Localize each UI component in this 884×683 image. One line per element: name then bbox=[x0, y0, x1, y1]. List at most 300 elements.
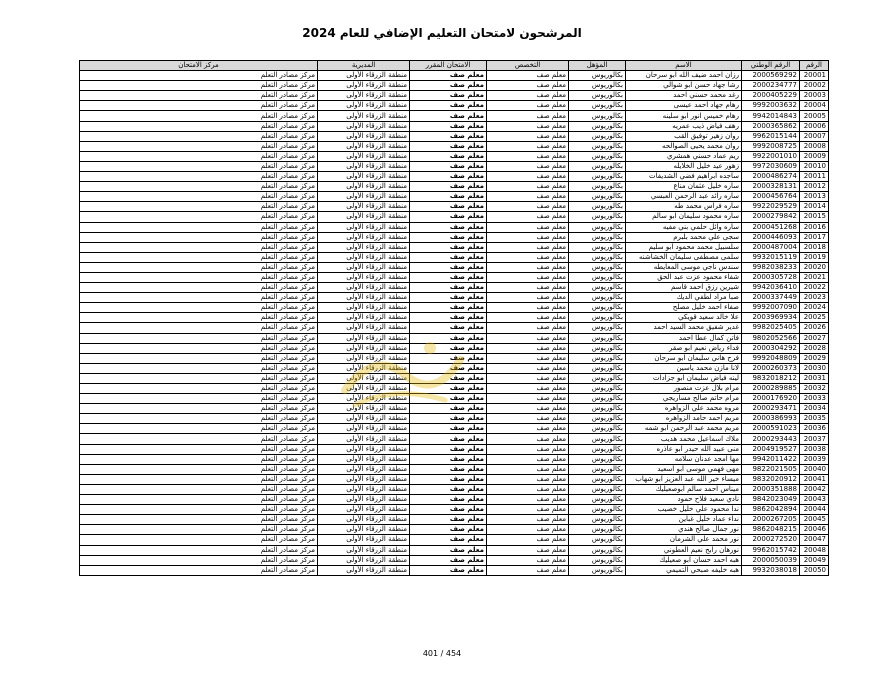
table-row bbox=[80, 283, 829, 293]
cell-national-id: 2000486274 bbox=[742, 172, 800, 182]
cell-national-id: 9942036410 bbox=[742, 283, 800, 293]
cell-national-id: 2000591023 bbox=[742, 424, 800, 434]
cell-exam: معلم صف bbox=[410, 525, 487, 535]
cell-no: 20038 bbox=[800, 444, 829, 454]
cell-national-id: 2000293443 bbox=[742, 434, 800, 444]
cell-name: مريم محمد عبد الرحمن ابو شمه bbox=[626, 424, 742, 434]
table-row bbox=[80, 545, 829, 555]
cell-directorate: منطقة الزرقاء الأولى bbox=[318, 212, 410, 222]
cell-national-id: 9972030609 bbox=[742, 161, 800, 171]
cell-exam-center: مركز مصادر التعلم bbox=[80, 515, 318, 525]
cell-specialization: معلم صف bbox=[487, 444, 569, 454]
cell-no: 20010 bbox=[800, 161, 829, 171]
cell-directorate: منطقة الزرقاء الأولى bbox=[318, 242, 410, 252]
table-row bbox=[80, 303, 829, 313]
cell-qualification: بكالوريوس bbox=[569, 565, 626, 575]
cell-national-id: 9992048809 bbox=[742, 353, 800, 363]
cell-name: فرح هاني سليمان ابو سرحان bbox=[626, 353, 742, 363]
table-row bbox=[80, 353, 829, 363]
cell-exam: معلم صف bbox=[410, 535, 487, 545]
cell-specialization: معلم صف bbox=[487, 484, 569, 494]
cell-qualification: بكالوريوس bbox=[569, 505, 626, 515]
cell-no: 20017 bbox=[800, 232, 829, 242]
cell-national-id: 9992007090 bbox=[742, 303, 800, 313]
cell-qualification: بكالوريوس bbox=[569, 101, 626, 111]
cell-directorate: منطقة الزرقاء الأولى bbox=[318, 303, 410, 313]
table-row bbox=[80, 505, 829, 515]
header-exam: الامتحان المقرر bbox=[410, 61, 487, 71]
table-row bbox=[80, 434, 829, 444]
cell-qualification: بكالوريوس bbox=[569, 484, 626, 494]
cell-specialization: معلم صف bbox=[487, 131, 569, 141]
cell-qualification: بكالوريوس bbox=[569, 283, 626, 293]
table-row bbox=[80, 484, 829, 494]
cell-no: 20001 bbox=[800, 71, 829, 81]
header-national-id: الرقم الوطني bbox=[742, 61, 800, 71]
cell-qualification: بكالوريوس bbox=[569, 515, 626, 525]
cell-specialization: معلم صف bbox=[487, 202, 569, 212]
cell-exam-center: مركز مصادر التعلم bbox=[80, 555, 318, 565]
cell-specialization: معلم صف bbox=[487, 464, 569, 474]
cell-exam-center: مركز مصادر التعلم bbox=[80, 81, 318, 91]
cell-exam: معلم صف bbox=[410, 434, 487, 444]
cell-exam: معلم صف bbox=[410, 101, 487, 111]
cell-specialization: معلم صف bbox=[487, 525, 569, 535]
cell-qualification: بكالوريوس bbox=[569, 141, 626, 151]
cell-qualification: بكالوريوس bbox=[569, 81, 626, 91]
cell-directorate: منطقة الزرقاء الأولى bbox=[318, 555, 410, 565]
cell-national-id: 2000446093 bbox=[742, 232, 800, 242]
cell-exam: معلم صف bbox=[410, 222, 487, 232]
cell-qualification: بكالوريوس bbox=[569, 363, 626, 373]
cell-exam: معلم صف bbox=[410, 91, 487, 101]
cell-national-id: 2000451268 bbox=[742, 222, 800, 232]
cell-directorate: منطقة الزرقاء الأولى bbox=[318, 283, 410, 293]
table-header-row bbox=[80, 61, 829, 71]
cell-name: مروه محمد علي الزواهره bbox=[626, 404, 742, 414]
cell-name: سندس ناجي موسى المعايطه bbox=[626, 262, 742, 272]
cell-exam-center: مركز مصادر التعلم bbox=[80, 343, 318, 353]
cell-specialization: معلم صف bbox=[487, 71, 569, 81]
cell-name: شفاء محمود عزت عبد الحق bbox=[626, 272, 742, 282]
cell-exam: معلم صف bbox=[410, 232, 487, 242]
cell-exam: معلم صف bbox=[410, 151, 487, 161]
cell-exam: معلم صف bbox=[410, 464, 487, 474]
cell-name: نداء عماد خليل غباين bbox=[626, 515, 742, 525]
cell-directorate: منطقة الزرقاء الأولى bbox=[318, 444, 410, 454]
cell-exam: معلم صف bbox=[410, 454, 487, 464]
cell-exam: معلم صف bbox=[410, 444, 487, 454]
cell-qualification: بكالوريوس bbox=[569, 343, 626, 353]
cell-exam-center: مركز مصادر التعلم bbox=[80, 353, 318, 363]
cell-no: 20006 bbox=[800, 121, 829, 131]
cell-exam: معلم صف bbox=[410, 515, 487, 525]
cell-exam-center: مركز مصادر التعلم bbox=[80, 464, 318, 474]
cell-directorate: منطقة الزرقاء الأولى bbox=[318, 333, 410, 343]
cell-specialization: معلم صف bbox=[487, 293, 569, 303]
cell-specialization: معلم صف bbox=[487, 384, 569, 394]
cell-no: 20031 bbox=[800, 373, 829, 383]
cell-specialization: معلم صف bbox=[487, 242, 569, 252]
cell-specialization: معلم صف bbox=[487, 192, 569, 202]
cell-name: رهف فياض ذيب عمريه bbox=[626, 121, 742, 131]
header-name: الاسم bbox=[626, 61, 742, 71]
cell-exam: معلم صف bbox=[410, 202, 487, 212]
cell-name: ملاك اسماعيل محمد هديب bbox=[626, 434, 742, 444]
cell-national-id: 9862048215 bbox=[742, 525, 800, 535]
cell-specialization: معلم صف bbox=[487, 454, 569, 464]
cell-specialization: معلم صف bbox=[487, 161, 569, 171]
cell-directorate: منطقة الزرقاء الأولى bbox=[318, 323, 410, 333]
cell-directorate: منطقة الزرقاء الأولى bbox=[318, 414, 410, 424]
cell-specialization: معلم صف bbox=[487, 505, 569, 515]
cell-directorate: منطقة الزرقاء الأولى bbox=[318, 81, 410, 91]
cell-no: 20022 bbox=[800, 283, 829, 293]
cell-directorate: منطقة الزرقاء الأولى bbox=[318, 484, 410, 494]
cell-exam-center: مركز مصادر التعلم bbox=[80, 172, 318, 182]
cell-name: صبا مراد لطفي الديك bbox=[626, 293, 742, 303]
cell-specialization: معلم صف bbox=[487, 232, 569, 242]
cell-no: 20034 bbox=[800, 404, 829, 414]
cell-qualification: بكالوريوس bbox=[569, 242, 626, 252]
table-row bbox=[80, 232, 829, 242]
cell-specialization: معلم صف bbox=[487, 101, 569, 111]
cell-specialization: معلم صف bbox=[487, 141, 569, 151]
cell-exam: معلم صف bbox=[410, 384, 487, 394]
cell-name: روان محمد يحيى الصوالحه bbox=[626, 141, 742, 151]
cell-specialization: معلم صف bbox=[487, 262, 569, 272]
cell-directorate: منطقة الزرقاء الأولى bbox=[318, 434, 410, 444]
cell-exam: معلم صف bbox=[410, 172, 487, 182]
cell-exam: معلم صف bbox=[410, 424, 487, 434]
cell-exam-center: مركز مصادر التعلم bbox=[80, 262, 318, 272]
cell-national-id: 2000456764 bbox=[742, 192, 800, 202]
cell-no: 20004 bbox=[800, 101, 829, 111]
cell-exam-center: مركز مصادر التعلم bbox=[80, 484, 318, 494]
cell-no: 20023 bbox=[800, 293, 829, 303]
cell-exam: معلم صف bbox=[410, 141, 487, 151]
header-qualification: المؤهل bbox=[569, 61, 626, 71]
cell-name: مريم احمد حامد الزواهره bbox=[626, 414, 742, 424]
cell-exam: معلم صف bbox=[410, 303, 487, 313]
cell-directorate: منطقة الزرقاء الأولى bbox=[318, 252, 410, 262]
cell-exam-center: مركز مصادر التعلم bbox=[80, 272, 318, 282]
cell-exam-center: مركز مصادر التعلم bbox=[80, 121, 318, 131]
cell-no: 20046 bbox=[800, 525, 829, 535]
cell-name: ساره وائل حلمي بني مفيه bbox=[626, 222, 742, 232]
cell-no: 20015 bbox=[800, 212, 829, 222]
cell-exam: معلم صف bbox=[410, 353, 487, 363]
cell-qualification: بكالوريوس bbox=[569, 353, 626, 363]
cell-directorate: منطقة الزرقاء الأولى bbox=[318, 535, 410, 545]
cell-name: ساره محمود سليمان ابو سالم bbox=[626, 212, 742, 222]
cell-national-id: 9942014843 bbox=[742, 111, 800, 121]
cell-directorate: منطقة الزرقاء الأولى bbox=[318, 384, 410, 394]
candidates-table bbox=[79, 60, 829, 576]
table-row bbox=[80, 515, 829, 525]
cell-exam-center: مركز مصادر التعلم bbox=[80, 444, 318, 454]
cell-national-id: 2000293471 bbox=[742, 404, 800, 414]
cell-qualification: بكالوريوس bbox=[569, 434, 626, 444]
cell-directorate: منطقة الزرقاء الأولى bbox=[318, 161, 410, 171]
cell-no: 20043 bbox=[800, 495, 829, 505]
table-row bbox=[80, 81, 829, 91]
cell-exam-center: مركز مصادر التعلم bbox=[80, 454, 318, 464]
cell-specialization: معلم صف bbox=[487, 222, 569, 232]
cell-exam: معلم صف bbox=[410, 212, 487, 222]
cell-exam-center: مركز مصادر التعلم bbox=[80, 192, 318, 202]
cell-national-id: 2000176920 bbox=[742, 394, 800, 404]
table-row bbox=[80, 141, 829, 151]
table-row bbox=[80, 424, 829, 434]
cell-national-id: 9962015742 bbox=[742, 545, 800, 555]
cell-exam: معلم صف bbox=[410, 343, 487, 353]
cell-specialization: معلم صف bbox=[487, 212, 569, 222]
cell-exam: معلم صف bbox=[410, 111, 487, 121]
cell-directorate: منطقة الزرقاء الأولى bbox=[318, 172, 410, 182]
cell-exam-center: مركز مصادر التعلم bbox=[80, 313, 318, 323]
cell-directorate: منطقة الزرقاء الأولى bbox=[318, 495, 410, 505]
cell-no: 20042 bbox=[800, 484, 829, 494]
cell-directorate: منطقة الزرقاء الأولى bbox=[318, 363, 410, 373]
cell-name: هبه خليفه صبحي التميمي bbox=[626, 565, 742, 575]
cell-name: ساره خليل عثمان مناع bbox=[626, 182, 742, 192]
cell-no: 20027 bbox=[800, 333, 829, 343]
cell-national-id: 9962015144 bbox=[742, 131, 800, 141]
cell-national-id: 9832020912 bbox=[742, 474, 800, 484]
cell-no: 20008 bbox=[800, 141, 829, 151]
cell-exam-center: مركز مصادر التعلم bbox=[80, 565, 318, 575]
cell-name: فداء رياض نعيم ابو صقر bbox=[626, 343, 742, 353]
cell-national-id: 9922001010 bbox=[742, 151, 800, 161]
cell-exam: معلم صف bbox=[410, 81, 487, 91]
table-row bbox=[80, 535, 829, 545]
cell-no: 20037 bbox=[800, 434, 829, 444]
cell-no: 20028 bbox=[800, 343, 829, 353]
cell-no: 20013 bbox=[800, 192, 829, 202]
cell-qualification: بكالوريوس bbox=[569, 454, 626, 464]
cell-qualification: بكالوريوس bbox=[569, 495, 626, 505]
cell-directorate: منطقة الزرقاء الأولى bbox=[318, 464, 410, 474]
cell-national-id: 9982038233 bbox=[742, 262, 800, 272]
cell-exam: معلم صف bbox=[410, 474, 487, 484]
cell-specialization: معلم صف bbox=[487, 313, 569, 323]
cell-national-id: 9932038018 bbox=[742, 565, 800, 575]
cell-specialization: معلم صف bbox=[487, 495, 569, 505]
cell-exam-center: مركز مصادر التعلم bbox=[80, 505, 318, 515]
cell-directorate: منطقة الزرقاء الأولى bbox=[318, 404, 410, 414]
cell-exam-center: مركز مصادر التعلم bbox=[80, 212, 318, 222]
cell-national-id: 2000260373 bbox=[742, 363, 800, 373]
cell-exam-center: مركز مصادر التعلم bbox=[80, 91, 318, 101]
cell-qualification: بكالوريوس bbox=[569, 202, 626, 212]
table-row bbox=[80, 131, 829, 141]
cell-qualification: بكالوريوس bbox=[569, 404, 626, 414]
cell-qualification: بكالوريوس bbox=[569, 252, 626, 262]
cell-specialization: معلم صف bbox=[487, 283, 569, 293]
cell-exam-center: مركز مصادر التعلم bbox=[80, 545, 318, 555]
table-row bbox=[80, 212, 829, 222]
cell-name: مرام حاتم صالح مساريجي bbox=[626, 394, 742, 404]
cell-exam-center: مركز مصادر التعلم bbox=[80, 293, 318, 303]
cell-no: 20012 bbox=[800, 182, 829, 192]
table-row bbox=[80, 454, 829, 464]
cell-no: 20047 bbox=[800, 535, 829, 545]
cell-exam: معلم صف bbox=[410, 121, 487, 131]
cell-qualification: بكالوريوس bbox=[569, 293, 626, 303]
cell-directorate: منطقة الزرقاء الأولى bbox=[318, 182, 410, 192]
cell-exam: معلم صف bbox=[410, 161, 487, 171]
cell-qualification: بكالوريوس bbox=[569, 394, 626, 404]
cell-exam-center: مركز مصادر التعلم bbox=[80, 131, 318, 141]
cell-no: 20040 bbox=[800, 464, 829, 474]
cell-exam-center: مركز مصادر التعلم bbox=[80, 424, 318, 434]
cell-qualification: بكالوريوس bbox=[569, 91, 626, 101]
cell-specialization: معلم صف bbox=[487, 121, 569, 131]
cell-qualification: بكالوريوس bbox=[569, 262, 626, 272]
cell-national-id: 2000304292 bbox=[742, 343, 800, 353]
cell-national-id: 2000289885 bbox=[742, 384, 800, 394]
header-directorate: المديرية bbox=[318, 61, 410, 71]
cell-qualification: بكالوريوس bbox=[569, 444, 626, 454]
cell-directorate: منطقة الزرقاء الأولى bbox=[318, 101, 410, 111]
cell-directorate: منطقة الزرقاء الأولى bbox=[318, 545, 410, 555]
cell-specialization: معلم صف bbox=[487, 555, 569, 565]
table-row bbox=[80, 444, 829, 454]
cell-exam-center: مركز مصادر التعلم bbox=[80, 303, 318, 313]
cell-exam: معلم صف bbox=[410, 373, 487, 383]
cell-no: 20016 bbox=[800, 222, 829, 232]
cell-specialization: معلم صف bbox=[487, 91, 569, 101]
cell-exam: معلم صف bbox=[410, 313, 487, 323]
cell-exam: معلم صف bbox=[410, 545, 487, 555]
cell-name: ساجده ابراهيم فضي الشديفات bbox=[626, 172, 742, 182]
cell-directorate: منطقة الزرقاء الأولى bbox=[318, 394, 410, 404]
cell-exam-center: مركز مصادر التعلم bbox=[80, 495, 318, 505]
cell-qualification: بكالوريوس bbox=[569, 545, 626, 555]
table-row bbox=[80, 262, 829, 272]
cell-directorate: منطقة الزرقاء الأولى bbox=[318, 141, 410, 151]
table-row bbox=[80, 242, 829, 252]
cell-specialization: معلم صف bbox=[487, 545, 569, 555]
cell-directorate: منطقة الزرقاء الأولى bbox=[318, 313, 410, 323]
page-title: المرشحون لامتحان التعليم الإضافي للعام 2024 bbox=[302, 26, 582, 40]
cell-qualification: بكالوريوس bbox=[569, 111, 626, 121]
cell-qualification: بكالوريوس bbox=[569, 192, 626, 202]
cell-exam-center: مركز مصادر التعلم bbox=[80, 101, 318, 111]
cell-name: مها امجد عدنان سلامه bbox=[626, 454, 742, 464]
cell-exam-center: مركز مصادر التعلم bbox=[80, 535, 318, 545]
cell-no: 20044 bbox=[800, 505, 829, 515]
cell-directorate: منطقة الزرقاء الأولى bbox=[318, 474, 410, 484]
cell-specialization: معلم صف bbox=[487, 172, 569, 182]
cell-exam-center: مركز مصادر التعلم bbox=[80, 434, 318, 444]
table-row bbox=[80, 111, 829, 121]
cell-name: سلسبيل محمد محمود ابو سليم bbox=[626, 242, 742, 252]
table-row bbox=[80, 172, 829, 182]
cell-exam-center: مركز مصادر التعلم bbox=[80, 141, 318, 151]
cell-specialization: معلم صف bbox=[487, 565, 569, 575]
cell-qualification: بكالوريوس bbox=[569, 172, 626, 182]
cell-directorate: منطقة الزرقاء الأولى bbox=[318, 515, 410, 525]
cell-name: روان زهير توفيق القب bbox=[626, 131, 742, 141]
cell-exam: معلم صف bbox=[410, 192, 487, 202]
cell-specialization: معلم صف bbox=[487, 111, 569, 121]
cell-name: رزان احمد ضيف الله ابو سرحان bbox=[626, 71, 742, 81]
cell-name: صفاء احمد خليل مصلح bbox=[626, 303, 742, 313]
cell-name: ندا محمود علي خليل خصيب bbox=[626, 505, 742, 515]
cell-exam-center: مركز مصادر التعلم bbox=[80, 242, 318, 252]
cell-exam: معلم صف bbox=[410, 182, 487, 192]
cell-name: شيرين رزق احمد قاسم bbox=[626, 283, 742, 293]
table-row bbox=[80, 333, 829, 343]
cell-directorate: منطقة الزرقاء الأولى bbox=[318, 232, 410, 242]
cell-national-id: 2000351888 bbox=[742, 484, 800, 494]
cell-exam: معلم صف bbox=[410, 333, 487, 343]
cell-exam-center: مركز مصادر التعلم bbox=[80, 182, 318, 192]
cell-directorate: منطقة الزرقاء الأولى bbox=[318, 192, 410, 202]
cell-specialization: معلم صف bbox=[487, 272, 569, 282]
cell-directorate: منطقة الزرقاء الأولى bbox=[318, 505, 410, 515]
cell-name: رهام جهاد احمد عيسى bbox=[626, 101, 742, 111]
cell-no: 20019 bbox=[800, 252, 829, 262]
cell-exam-center: مركز مصادر التعلم bbox=[80, 363, 318, 373]
cell-qualification: بكالوريوس bbox=[569, 333, 626, 343]
cell-qualification: بكالوريوس bbox=[569, 313, 626, 323]
cell-national-id: 2000365862 bbox=[742, 121, 800, 131]
cell-no: 20029 bbox=[800, 353, 829, 363]
cell-no: 20041 bbox=[800, 474, 829, 484]
cell-directorate: منطقة الزرقاء الأولى bbox=[318, 373, 410, 383]
cell-no: 20007 bbox=[800, 131, 829, 141]
cell-national-id: 2000386993 bbox=[742, 414, 800, 424]
cell-national-id: 2000267205 bbox=[742, 515, 800, 525]
cell-exam-center: مركز مصادر التعلم bbox=[80, 71, 318, 81]
cell-qualification: بكالوريوس bbox=[569, 161, 626, 171]
cell-national-id: 2000272520 bbox=[742, 535, 800, 545]
cell-exam: معلم صف bbox=[410, 495, 487, 505]
table-row bbox=[80, 293, 829, 303]
cell-national-id: 9822021505 bbox=[742, 464, 800, 474]
cell-qualification: بكالوريوس bbox=[569, 414, 626, 424]
cell-no: 20014 bbox=[800, 202, 829, 212]
table-row bbox=[80, 404, 829, 414]
cell-exam-center: مركز مصادر التعلم bbox=[80, 323, 318, 333]
table-row bbox=[80, 373, 829, 383]
cell-directorate: منطقة الزرقاء الأولى bbox=[318, 353, 410, 363]
cell-national-id: 2000487004 bbox=[742, 242, 800, 252]
cell-national-id: 9942011422 bbox=[742, 454, 800, 464]
cell-exam-center: مركز مصادر التعلم bbox=[80, 151, 318, 161]
cell-exam: معلم صف bbox=[410, 272, 487, 282]
cell-no: 20005 bbox=[800, 111, 829, 121]
cell-name: مهى فهمي موسى ابو اسعيد bbox=[626, 464, 742, 474]
cell-name: سجى علي محمد بلبرم bbox=[626, 232, 742, 242]
cell-name: رشا جهاد حسن ابو شوالي bbox=[626, 81, 742, 91]
cell-name: رهام خميس انور ابو سلينه bbox=[626, 111, 742, 121]
table-row bbox=[80, 474, 829, 484]
table-row bbox=[80, 71, 829, 81]
cell-national-id: 9992003632 bbox=[742, 101, 800, 111]
cell-name: نور جمال صالح هندي bbox=[626, 525, 742, 535]
table-row bbox=[80, 91, 829, 101]
cell-national-id: 9992008725 bbox=[742, 141, 800, 151]
cell-qualification: بكالوريوس bbox=[569, 212, 626, 222]
cell-specialization: معلم صف bbox=[487, 515, 569, 525]
cell-exam-center: مركز مصادر التعلم bbox=[80, 333, 318, 343]
cell-exam-center: مركز مصادر التعلم bbox=[80, 232, 318, 242]
cell-specialization: معلم صف bbox=[487, 81, 569, 91]
